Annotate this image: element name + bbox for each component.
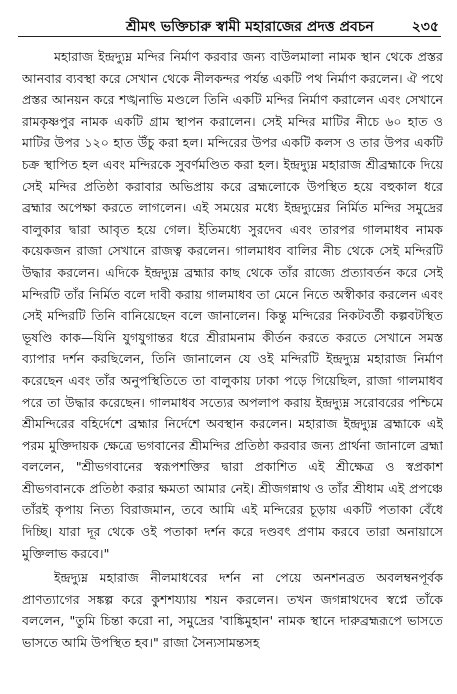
page-number: ২৩৫ (411, 19, 439, 35)
running-header (18, 12, 441, 36)
running-header-title: শ্রীমৎ ভক্তিচারু স্বামী মহারাজের প্রদত্ত প্রবচন (126, 19, 374, 35)
body-text (22, 46, 443, 686)
header-rule (18, 36, 441, 37)
paragraph-2: ইন্দ্রদ্যুম্ন মহারাজ নীলমাধবের দর্শন না পেয়ে অনশনব্রত অবলম্বনপূর্বক প্রাণত্যাগের সঙ্কল্প করে কুশশয্যায় শয়ন করলেন। তখন জগন্নাথদেব স্বপ্নে তাঁকে বললেন, "তুমি চিন্তা করো না, সমুদ্রের 'বাঙ্কিমুহান' নামক স্থানে দারুব্রহ্মরূপে ভাসতে ভাসতে আমি উপস্থিত হব।" রাজা সৈন্যসামন্তসহ (22, 570, 443, 651)
paragraph-1: মহারাজ ইন্দ্রদ্যুম্ন মন্দির নির্মাণ করবার জন্য বাউলমালা নামক স্থান থেকে প্রস্তর আনবার ব্যবস্থা করে সেখান থেকে নীলকন্দর পর্যন্ত একটি পথ নির্মাণ করলেন। ঐ পথে প্রস্তর আনয়ন করে শঙ্খনাভি মণ্ডলে তিনি একটি মন্দির নির্মাণ করালেন এবং সেখানে রামকৃষ্ণপুর নামক একটি গ্রাম স্থাপন করালেন। সেই মন্দির মাটির নীচে ৬০ হাত ও মাটির উপর ১২০ হাত উঁচু করা হল। মন্দিরের উপর একটি কলস ও তার উপর একটি চক্র স্থাপিত হল এবং মন্দিরকে সুবর্ণমণ্ডিত করা হল। ইন্দ্রদ্যুম্ন মহারাজ শ্রীব্রহ্মাকে দিয়ে সেই মন্দির প্রতিষ্ঠা করাবার অভিপ্রায় করে ব্রহ্মলোকে উপস্থিত হয়ে বহুকাল ধরে ব্রহ্মার অপেক্ষা করতে লাগলেন। এই সময়ের মধ্যে ইন্দ্রদ্যুম্নের নির্মিত মন্দির সমুদ্রের বালুকার দ্বারা আবৃত হয়ে গেল। ইতিমধ্যে সুরদেব এবং তারপর গালমাধব নামক কয়েকজন রাজা সেখানে রাজত্ব করলেন। গালমাধব বালির নীচ থেকে সেই মন্দিরটি উদ্ধার করলেন। এদিকে ইন্দ্রদ্যুম্ন ব্রহ্মার কাছ থেকে তাঁর রাজ্যে প্রত্যাবর্তন করে সেই মন্দিরটি তাঁর নির্মিত বলে দাবী করায় গালমাধব তা মেনে নিতে অস্বীকার করলেন এবং সেই মন্দিরটি তিনি বানিয়েছেন বলে জানালেন। কিন্তু মন্দিরের নিকটবর্তী কল্পবটস্থিত ভূষণ্ডি কাক—যিনি যুগযুগান্তর ধরে শ্রীরামনাম কীর্তন করতে করতে সেখানে সমস্ত ব্যাপার দর্শন করছিলেন, তিনি জানালেন যে ওই মন্দিরটি ইন্দ্রদ্যুম্ন মহারাজ নির্মাণ করেছেন এবং তাঁর অনুপস্থিতিতে তা বালুকায় ঢাকা পড়ে গিয়েছিল, রাজা গালমাধব পরে তা উদ্ধার করেছেন। গালমাধব সত্যের অপলাপ করায় ইন্দ্রদ্যুম্ন সরোবরের পশ্চিমে শ্রীমন্দিরের বহির্দেশে ব্রহ্মার নির্দেশে অবস্থান করলেন। মহারাজ ইন্দ্রদ্যুম্ন ব্রহ্মাকে এই পরম মুক্তিদায়ক ক্ষেত্রে ভগবানের শ্রীমন্দির প্রতিষ্ঠা করবার জন্য প্রার্থনা জানালে ব্রহ্মা বললেন, "শ্রীভগবানের স্বরূপশক্তির দ্বারা প্রকাশিত এই শ্রীক্ষেত্র ও স্বপ্রকাশ শ্রীভগবানকে প্রতিষ্ঠা করার ক্ষমতা আমার নেই। শ্রীজগন্নাথ ও তাঁর শ্রীধাম এই প্রপঞ্চে তাঁরই কৃপায় নিত্য বিরাজমান, তবে আমি এই মন্দিরের চূড়ায় একটি পতাকা বেঁধে দিচ্ছি। যারা দূর থেকে ওই পতাকা দর্শন করে দণ্ডবৎ প্রণাম করবে তারা অনায়াসে মুক্তিলাভ করবে।" (22, 49, 443, 561)
